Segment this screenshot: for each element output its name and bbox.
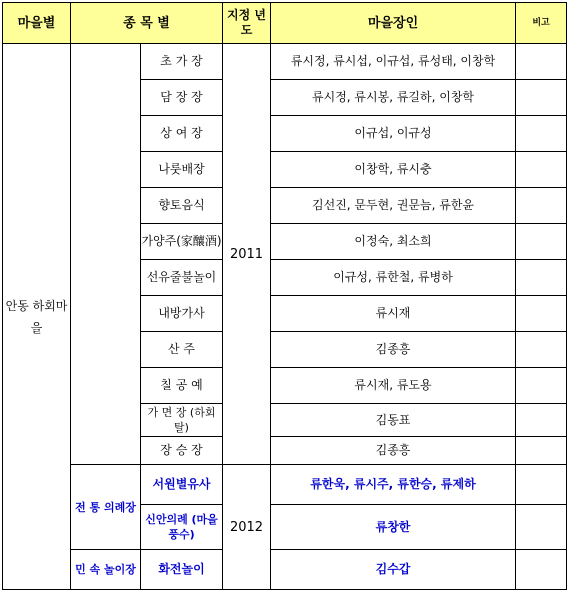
item-cell: 선유줄불놀이 <box>141 260 223 296</box>
header-row <box>3 3 567 44</box>
note-cell <box>516 505 567 550</box>
artisan-table <box>2 2 567 590</box>
note-cell <box>516 152 567 188</box>
artisan-cell: 김종흥 <box>271 437 516 465</box>
group-folk-cell: 민 속 놀이장 <box>71 550 141 590</box>
item-cell: 상 여 장 <box>141 116 223 152</box>
year-2011-cell: 2011 <box>223 44 271 465</box>
note-cell <box>516 550 567 590</box>
artisan-cell: 김종흥 <box>271 332 516 368</box>
note-cell <box>516 224 567 260</box>
group-blank-cell <box>71 44 141 465</box>
note-cell <box>516 465 567 505</box>
artisan-cell: 류시정, 류시봉, 류길하, 이창학 <box>271 80 516 116</box>
item-cell: 내방가사 <box>141 296 223 332</box>
item-cell: 서원별유사 <box>141 465 223 505</box>
group-traditional-cell: 전 통 의례장 <box>71 465 141 550</box>
item-cell: 가 면 장 (하회탈) <box>141 404 223 437</box>
note-cell <box>516 188 567 224</box>
item-cell: 나룻배장 <box>141 152 223 188</box>
item-cell: 초 가 장 <box>141 44 223 80</box>
artisan-cell: 이규성, 류한철, 류병하 <box>271 260 516 296</box>
note-cell <box>516 332 567 368</box>
header-year: 지정 년도 <box>223 3 271 44</box>
artisan-cell: 김선진, 문두현, 권문늠, 류한윤 <box>271 188 516 224</box>
artisan-cell: 류시정, 류시섭, 이규섭, 류성태, 이창학 <box>271 44 516 80</box>
note-cell <box>516 368 567 404</box>
table-row <box>3 550 567 590</box>
year-2012-cell: 2012 <box>223 465 271 590</box>
item-cell: 신안의례 (마을풍수) <box>141 505 223 550</box>
artisan-cell: 류창한 <box>271 505 516 550</box>
note-cell <box>516 437 567 465</box>
note-cell <box>516 296 567 332</box>
note-cell <box>516 404 567 437</box>
item-cell: 칠 공 예 <box>141 368 223 404</box>
artisan-cell: 김수갑 <box>271 550 516 590</box>
item-cell: 화전놀이 <box>141 550 223 590</box>
note-cell <box>516 44 567 80</box>
header-item: 종 목 별 <box>71 3 223 44</box>
note-cell <box>516 260 567 296</box>
artisan-cell: 김동표 <box>271 404 516 437</box>
village-cell: 안동 하회마을 <box>3 44 71 590</box>
artisan-cell: 류한욱, 류시주, 류한승, 류제하 <box>271 465 516 505</box>
artisan-cell: 류시재, 류도용 <box>271 368 516 404</box>
header-artisan: 마을장인 <box>271 3 516 44</box>
note-cell <box>516 80 567 116</box>
item-cell: 장 승 장 <box>141 437 223 465</box>
artisan-cell: 이정숙, 최소희 <box>271 224 516 260</box>
note-cell <box>516 116 567 152</box>
table-row <box>3 465 567 505</box>
artisan-cell: 류시재 <box>271 296 516 332</box>
table-row <box>3 44 567 80</box>
item-cell: 향토음식 <box>141 188 223 224</box>
item-cell: 산 주 <box>141 332 223 368</box>
item-cell: 가양주(家釀酒) <box>141 224 223 260</box>
header-village: 마을별 <box>3 3 71 44</box>
artisan-cell: 이규섭, 이규성 <box>271 116 516 152</box>
header-note: 비고 <box>516 3 567 44</box>
artisan-cell: 이창학, 류시충 <box>271 152 516 188</box>
item-cell: 담 장 장 <box>141 80 223 116</box>
